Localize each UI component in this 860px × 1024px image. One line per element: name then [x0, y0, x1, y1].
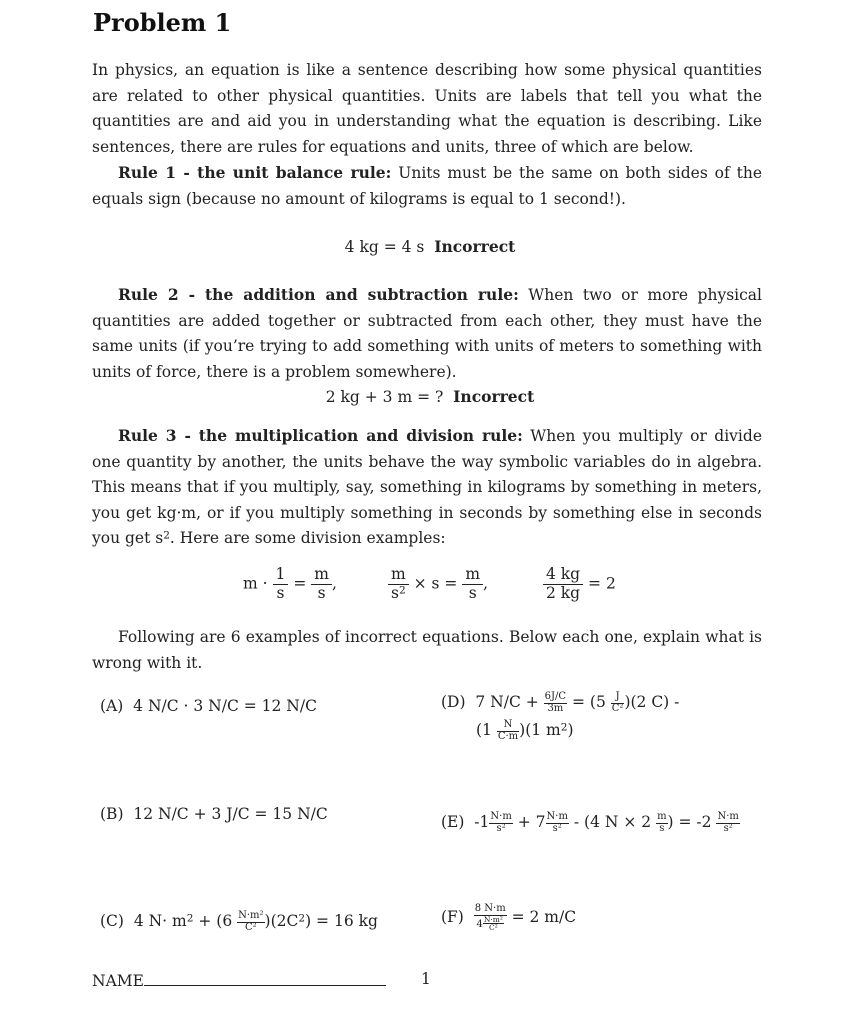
ex1-fraction-2: [311, 566, 332, 603]
problem-d-f2-num: J: [611, 692, 625, 704]
problem-f-outer-num: 8 N·m: [474, 903, 506, 914]
rule3-paragraph: [92, 423, 762, 552]
rule3-text-after: . Here are some division examples:: [169, 529, 446, 547]
ex2-f1-den-sup: 2: [398, 584, 406, 597]
problem-d-f3-den: C·m: [497, 730, 519, 742]
name-field: [92, 970, 386, 990]
problem-e-fraction-2: [546, 812, 569, 834]
problem-e-f4-num: N·m: [717, 811, 739, 822]
problem-e-label: (E): [441, 813, 465, 831]
ex3-fraction: [543, 566, 583, 603]
problem-f-den-lead: 4: [476, 918, 483, 930]
problem-c-part2: + (6: [193, 912, 238, 930]
problem-d-fraction-1: [544, 692, 567, 714]
problem-e-fraction-3: [656, 812, 667, 834]
problem-c: [100, 911, 378, 933]
problem-d-line2: [476, 720, 574, 742]
problem-d-f1-num: 6J/C: [544, 691, 567, 702]
problem-f-part1: = 2 m/C: [506, 908, 577, 927]
problem-c-sup2: 2: [298, 912, 306, 925]
problem-f-compound-fraction: [474, 904, 507, 932]
problem-f-inner-num: N·m²: [483, 914, 503, 924]
problem-d-fraction-3: [497, 720, 519, 742]
rule3-text-sup: 2: [163, 529, 170, 542]
problem-d-f3-num: N: [497, 720, 519, 732]
problem-e-f2-num: N·m: [546, 811, 568, 822]
problem-f-outer-den: [474, 916, 507, 933]
ex2-f2-den: s: [468, 583, 477, 602]
ex1-comma: ,: [331, 574, 337, 593]
problem-d-sup: 2: [560, 721, 568, 734]
problem-d-part5: )(1 m: [519, 721, 561, 739]
ex1-fraction-1: [273, 566, 289, 603]
problem-a-label: (A): [100, 697, 124, 715]
problem-c-part3: )(2C: [264, 912, 299, 930]
ex1-f2-num: m: [311, 566, 332, 585]
division-example-3: [543, 566, 616, 603]
problem-a-equation: 4 N/C · 3 N/C = 12 N/C: [133, 697, 317, 715]
problem-c-part4: ) = 16 kg: [305, 912, 378, 930]
ex1-equals: =: [293, 574, 307, 593]
rule2-verdict: Incorrect: [453, 387, 535, 406]
problem-c-label: (C): [100, 912, 124, 930]
problem-c-f-num: N·m²: [238, 910, 264, 921]
division-example-1: [243, 566, 337, 603]
problem-e-part2: + 7: [512, 813, 546, 831]
ex2-f1-den-base: s: [391, 583, 399, 602]
problem-e-f1-num: N·m: [490, 811, 512, 822]
rule1-equation: 4 kg = 4 s: [344, 238, 425, 256]
problem-d-part6: ): [567, 721, 574, 739]
rule2-example: [0, 387, 860, 406]
problem-d-f2-den: C²: [611, 702, 624, 714]
rule1-paragraph: [92, 160, 762, 212]
problem-e-f2-den: s²: [552, 822, 562, 834]
rule3-text-before: When you multiply or divide one quantity by another, the units behave the way symbolic variables do in algebra. This means that if you multiply, say, something in kilograms by something in meters, you get kg·m, or if you multiply something in seconds by something else in seconds you get s: [92, 427, 762, 547]
problem-d-f1-den: 3m: [547, 702, 564, 714]
problem-d: [441, 692, 679, 714]
problem-e-fraction-1: [489, 812, 512, 834]
problem-a: [100, 697, 317, 715]
rule2-paragraph: [92, 282, 762, 385]
page-title: Problem 1: [93, 8, 232, 37]
ex1-f1-num: 1: [273, 566, 289, 585]
ex2-middle: × s =: [413, 574, 458, 593]
page-number: 1: [421, 970, 431, 988]
problem-f-inner-fraction: [483, 916, 504, 933]
rule1-text: Units must be the same on both sides of the equals sign (because no amount of kilograms is equal to 1 second!).: [92, 164, 762, 208]
problem-e-fraction-4: [716, 812, 739, 834]
rule2-equation: 2 kg + 3 m = ?: [325, 388, 444, 406]
ex2-fraction-1: [388, 566, 409, 603]
ex3-den: 2 kg: [546, 583, 581, 602]
problem-c-part1: 4 N· m: [133, 912, 187, 930]
rule1-heading: Rule 1 - the unit balance rule:: [118, 163, 392, 182]
intro-paragraph: In physics, an equation is like a sentence describing how some physical quantities are related to other physical quantities. Units are labels that tell you what the quantities are and aid you in understanding what the equation is describing. Like sentences, there are rules for equations and units, three of which are below.: [92, 61, 762, 156]
ex1-lead: m ·: [243, 574, 268, 593]
rule3-heading: Rule 3 - the multiplication and division rule:: [118, 426, 523, 445]
ex2-f2-num: m: [462, 566, 483, 585]
instructions-paragraph: Following are 6 examples of incorrect equations. Below each one, explain what is wrong with it.: [92, 628, 762, 672]
problem-e-f3-num: m: [657, 811, 667, 822]
problem-d-part3: )(2 C) -: [624, 693, 680, 711]
problem-b-label: (B): [100, 805, 124, 823]
problem-d-part2: = (5: [572, 693, 611, 711]
ex1-f2-den: s: [317, 583, 326, 602]
rule1-example: [0, 237, 860, 256]
ex1-f1-den: s: [276, 583, 285, 602]
problem-f-inner-den: C²: [489, 923, 498, 933]
problem-f: [441, 904, 576, 932]
name-label: NAME: [92, 972, 144, 990]
problem-e-f1-den: s²: [496, 822, 506, 834]
problem-c-fraction: [237, 911, 264, 933]
problem-c-sup: 2: [186, 912, 194, 925]
rule2-heading: Rule 2 - the addition and subtraction rule:: [118, 285, 519, 304]
ex2-f1-den: [388, 585, 409, 603]
name-blank-line[interactable]: [144, 970, 386, 986]
rule2-text: When two or more physical quantities are added together or subtracted from each other, they must have the same units (if you’re trying to add something with units of meters to something with units of force, there is a problem somewhere).: [92, 286, 762, 381]
problem-e-f3-den: s: [659, 822, 665, 834]
problem-b-equation: 12 N/C + 3 J/C = 15 N/C: [133, 805, 328, 823]
ex2-f1-num: m: [388, 566, 409, 585]
ex2-comma: ,: [483, 574, 489, 593]
problem-e-part1: -1: [474, 813, 490, 831]
problem-b: [100, 805, 328, 823]
ex3-result: = 2: [588, 574, 616, 593]
ex3-num: 4 kg: [543, 566, 583, 585]
problem-d-fraction-2: [611, 692, 625, 714]
problem-d-label: (D): [441, 693, 466, 711]
problem-e-part3: - (4 N × 2: [568, 813, 657, 831]
problem-c-f-den: C²: [245, 921, 257, 933]
rule1-verdict: Incorrect: [434, 237, 516, 256]
problem-f-label: (F): [441, 908, 464, 927]
division-example-2: [388, 566, 488, 603]
problem-d-part4: (1: [476, 721, 497, 739]
problem-e-part4: ) = -2: [667, 813, 717, 831]
ex2-fraction-2: [462, 566, 483, 603]
problem-e: [441, 812, 740, 834]
problem-d-part1: 7 N/C +: [475, 693, 544, 711]
problem-e-f4-den: s²: [723, 822, 733, 834]
